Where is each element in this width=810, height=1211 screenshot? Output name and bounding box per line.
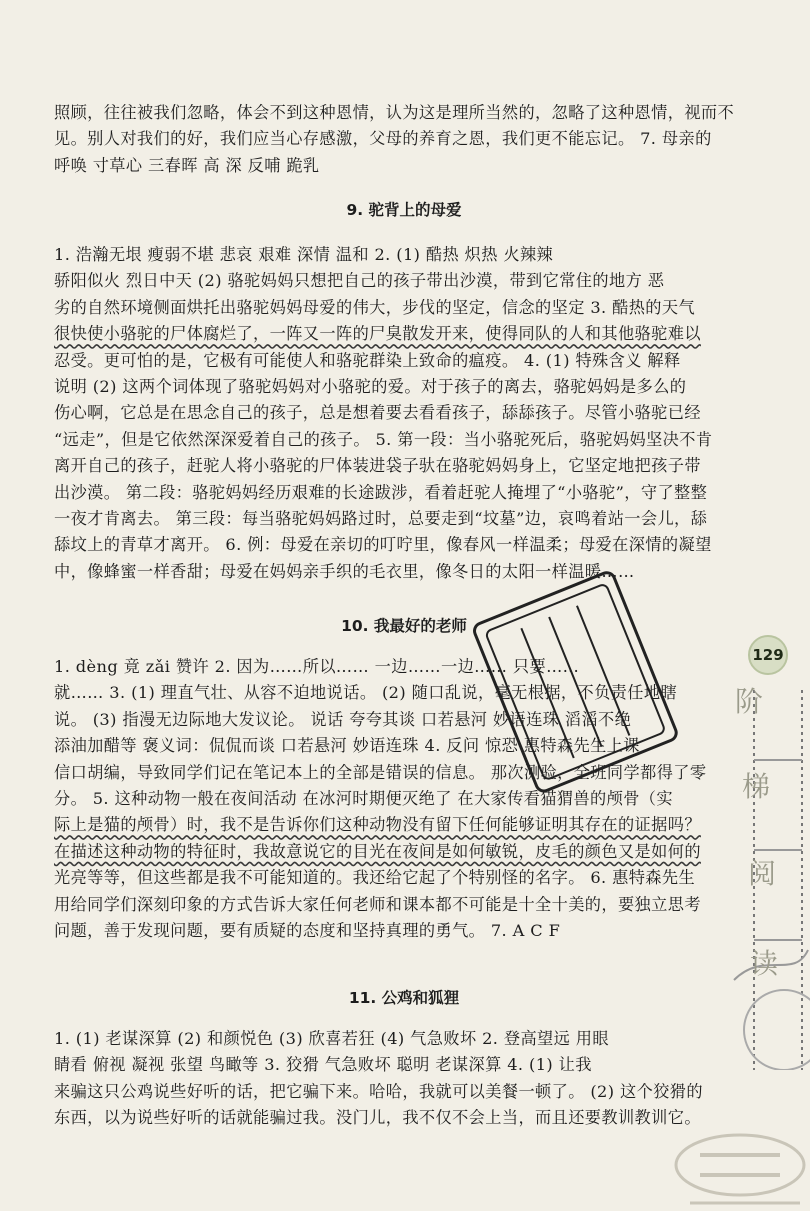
text-line: 际上是猫的颅骨）时，我不是告诉你们这种动物没有留下任何能够证明其存在的证据吗？: [54, 815, 701, 835]
text-line: 在描述这种动物的特征时，我故意说它的目光在夜间是如何敏锐，皮毛的颜色又是如何的: [54, 841, 701, 861]
text-line: 呼唤 寸草心 三春晖 高 深 反哺 跪乳: [54, 155, 320, 175]
text-line: 劣的自然环境侧面烘托出骆驼妈妈母爱的伟大，步伐的坚定，信念的坚定 3. 酷热的天气: [54, 297, 696, 317]
text-line: 离开自己的孩子，赶驼人将小骆驼的尸体装进袋子驮在骆驼妈妈身上，它坚定地把孩子带: [54, 456, 701, 476]
text-line: 见。别人对我们的好，我们应当心存感激，父母的养育之恩，我们更不能忘记。 7. 母亲的: [54, 129, 712, 149]
text-line: 光亮等等，但这些都是我不可能知道的。我还给它起了个特别怪的名字。 6. 惠特森先生: [54, 868, 696, 888]
text-line: 出沙漠。 第二段：骆驼妈妈经历艰难的长途跋涉，看着赶驼人掩埋了“小骆驼”，守了整整: [54, 482, 708, 502]
text-line: “远走”，但是它依然深深爱着自己的孩子。 5. 第一段：当小骆驼死后，骆驼妈妈坚决不肯: [54, 429, 713, 449]
side-label-char: 阅: [748, 857, 777, 890]
text-line: 就…… 3. (1) 理直气壮、从容不迫地说话。 (2) 随口乱说，毫无根据，不负责任地瞎: [54, 683, 678, 703]
text-line: 1. dèng 竟 zǎi 赞许 2. 因为……所以…… 一边……一边…… 只要……: [54, 657, 580, 676]
text-line: 来骗这只公鸡说些好听的话，把它骗下来。哈哈，我就可以美餐一顿了。 (2) 这个狡猾的: [54, 1081, 703, 1101]
text-line: 忍受。更可怕的是，它极有可能使人和骆驼群染上致命的瘟疫。 4. (1) 特殊含义 解释: [54, 350, 681, 370]
section-title: 10. 我最好的老师: [341, 617, 467, 635]
text-line: 中，像蜂蜜一样香甜；母爱在妈妈亲手织的毛衣里，像冬日的太阳一样温暖……: [54, 561, 635, 581]
section-9: [54, 198, 754, 585]
text-line: 说。 (3) 指漫无边际地大发议论。 说话 夸夸其谈 口若悬河 妙语连珠 滔滔不绝: [54, 709, 632, 729]
text-line: 骄阳似火 烈日中天 (2) 骆驼妈妈只想把自己的孩子带出沙漠，带到它常住的地方 恶: [54, 271, 665, 291]
text-line: 睛看 俯视 凝视 张望 鸟瞰等 3. 狡猾 气急败坏 聪明 老谋深算 4. (1) 让我: [54, 1055, 592, 1075]
section-11: [54, 986, 754, 1132]
watermark-logo: [660, 1125, 810, 1211]
text-line: 照顾，往往被我们忽略，体会不到这种恩情，认为这是理所当然的，忽略了这种恩情，视而不: [54, 103, 735, 122]
text-line: 说明 (2) 这两个词体现了骆驼妈妈对小骆驼的爱。对于孩子的离去，骆驼妈妈是多么的: [54, 376, 687, 396]
text-line: 添油加醋等 褒义词：侃侃而谈 口若悬河 妙语连珠 4. 反问 惊恐 惠特森先生上课: [54, 736, 640, 756]
lead-paragraph: [54, 100, 754, 179]
text-line: 东西，以为说些好听的话就能骗过我。没门儿，我不仅不会上当，而且还要教训教训它。: [54, 1108, 701, 1128]
side-label-char: 阶: [735, 685, 764, 718]
section-title: 9. 驼背上的母爱: [346, 201, 462, 219]
section-title: 11. 公鸡和狐狸: [348, 989, 460, 1007]
text-line: 伤心啊，它总是在思念自己的孩子，总是想着要去看看孩子，舔舔孩子。尽管小骆驼已经: [54, 403, 701, 423]
text-line: 舔坟上的青草才离开。 6. 例：母爱在亲切的叮咛里，像春风一样温柔；母爱在深情的凝望: [54, 535, 712, 555]
text-line: 用给同学们深刻印象的方式告诉大家任何老师和课本都不可能是十全十美的，要独立思考: [54, 894, 701, 914]
text-line: 分。 5. 这种动物一般在夜间活动 在冰河时期便灭绝了 在大家传看猫猬兽的颅骨（实: [54, 788, 673, 808]
page-number-badge: 129: [748, 635, 788, 675]
text-line: 问题，善于发现问题，要有质疑的态度和坚持真理的勇气。 7. A C F: [54, 920, 561, 940]
stamp-graphic: [470, 565, 690, 795]
text-line: 1. 浩瀚无垠 瘦弱不堪 悲哀 艰难 深情 温和 2. (1) 酷热 炽热 火辣辣: [54, 245, 554, 264]
text-line: 很快使小骆驼的尸体腐烂了，一阵又一阵的尸臭散发开来，使得同队的人和其他骆驼难以: [54, 324, 701, 344]
side-label-char: 读: [750, 947, 779, 980]
side-label-char: 梯: [742, 770, 771, 803]
text-line: 信口胡编，导致同学们记在笔记本上的全部是错误的信息。 那次测验，全班同学都得了零: [54, 762, 707, 782]
text-line: 一夜才肯离去。 第三段：每当骆驼妈妈路过时，总要走到“坟墓”边，哀鸣着站一会儿，舔: [54, 508, 708, 528]
text-line: 1. (1) 老谋深算 (2) 和颜悦色 (3) 欣喜若狂 (4) 气急败坏 2. 登高望远 用眼: [54, 1029, 609, 1048]
